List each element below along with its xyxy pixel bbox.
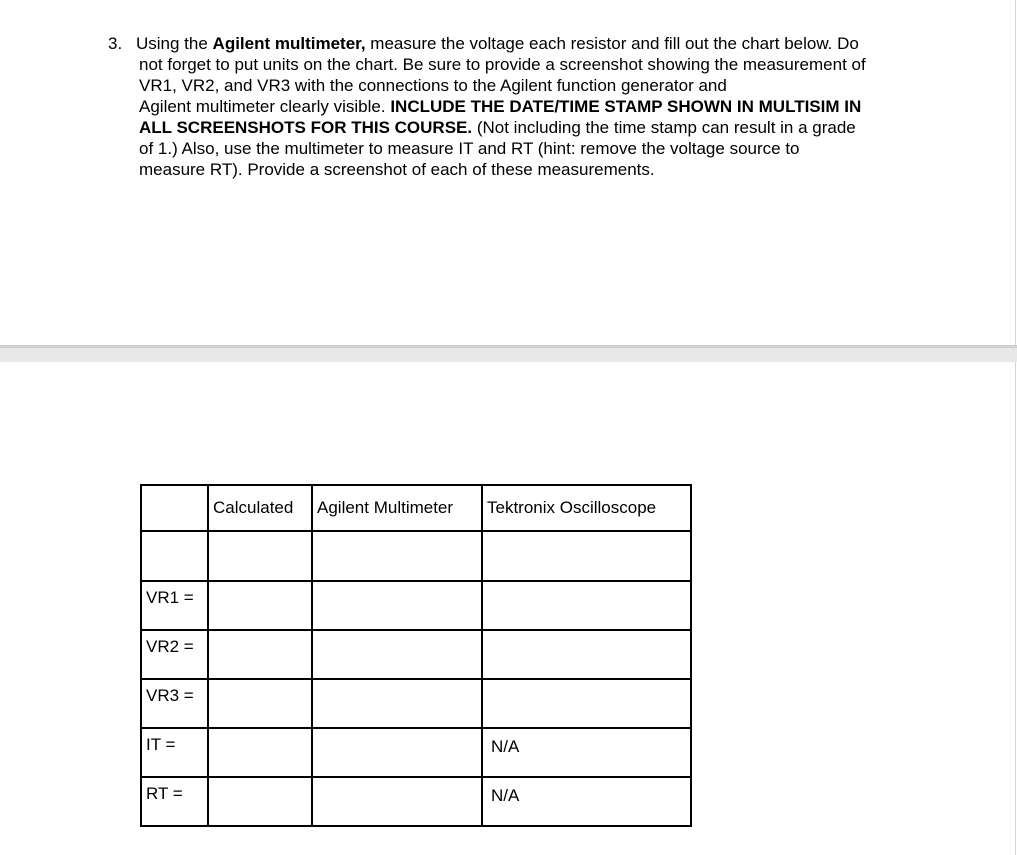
instruction-lines <box>108 33 938 180</box>
table-row <box>141 728 691 777</box>
table-cell[interactable] <box>312 777 482 826</box>
page-separator <box>0 345 1017 362</box>
table-cell[interactable] <box>208 728 312 777</box>
instruction-paragraph <box>108 33 938 180</box>
table-cell[interactable] <box>482 679 691 728</box>
table-cell[interactable] <box>208 531 312 581</box>
column-header: Tektronix Oscilloscope <box>482 485 691 531</box>
instruction-bold-text: ALL SCREENSHOTS FOR THIS COURSE. <box>139 118 473 137</box>
table-row <box>141 581 691 630</box>
row-label: VR1 = <box>141 581 208 630</box>
measurement-table <box>140 484 692 827</box>
instruction-text: Using the <box>136 34 213 53</box>
instruction-bold-text: INCLUDE THE DATE/TIME STAMP SHOWN IN MULTISIM IN <box>390 97 862 116</box>
table-row <box>141 531 691 581</box>
table-row <box>141 777 691 826</box>
instruction-text: VR1, VR2, and VR3 with the connections to the Agilent function generator and <box>139 76 727 95</box>
instruction-text: not forget to put units on the chart. Be sure to provide a screenshot showing the measurement of <box>139 55 866 74</box>
instruction-text: measure the voltage each resistor and fill out the chart below. Do <box>365 34 859 53</box>
row-label <box>141 531 208 581</box>
table-cell[interactable] <box>312 581 482 630</box>
instruction-text: (Not including the time stamp can result in a grade <box>472 118 856 137</box>
row-label: RT = <box>141 777 208 826</box>
table-cell[interactable] <box>482 531 691 581</box>
row-label: VR2 = <box>141 630 208 679</box>
instruction-line <box>108 75 938 96</box>
instruction-line <box>108 54 938 75</box>
table-cell[interactable] <box>482 581 691 630</box>
instruction-bold-text: Agilent multimeter, <box>212 34 366 53</box>
row-label: VR3 = <box>141 679 208 728</box>
question-number: 3. <box>108 34 123 53</box>
table-cell[interactable] <box>208 679 312 728</box>
table-cell[interactable] <box>312 728 482 777</box>
table-cell[interactable] <box>312 531 482 581</box>
instruction-text: measure RT). Provide a screenshot of each of these measurements. <box>139 160 655 179</box>
instruction-line <box>108 138 938 159</box>
table-row <box>141 630 691 679</box>
column-header <box>141 485 208 531</box>
table-cell[interactable] <box>208 581 312 630</box>
table-cell[interactable]: N/A <box>482 728 691 777</box>
table-cell[interactable] <box>482 630 691 679</box>
instruction-text: Agilent multimeter clearly visible. <box>139 97 391 116</box>
instruction-text: of 1.) Also, use the multimeter to measure IT and RT (hint: remove the voltage source to <box>139 139 800 158</box>
table-header-row <box>141 485 691 531</box>
instruction-line <box>108 117 938 138</box>
table-cell[interactable] <box>208 630 312 679</box>
column-header: Calculated <box>208 485 312 531</box>
column-header: Agilent Multimeter <box>312 485 482 531</box>
row-label: IT = <box>141 728 208 777</box>
instruction-line <box>108 96 938 117</box>
table-cell[interactable]: N/A <box>482 777 691 826</box>
instruction-line <box>108 33 938 54</box>
instruction-line <box>108 159 938 180</box>
table-cell[interactable] <box>208 777 312 826</box>
document-page-top <box>0 0 1016 345</box>
table-cell[interactable] <box>312 630 482 679</box>
table-row <box>141 679 691 728</box>
table-cell[interactable] <box>312 679 482 728</box>
